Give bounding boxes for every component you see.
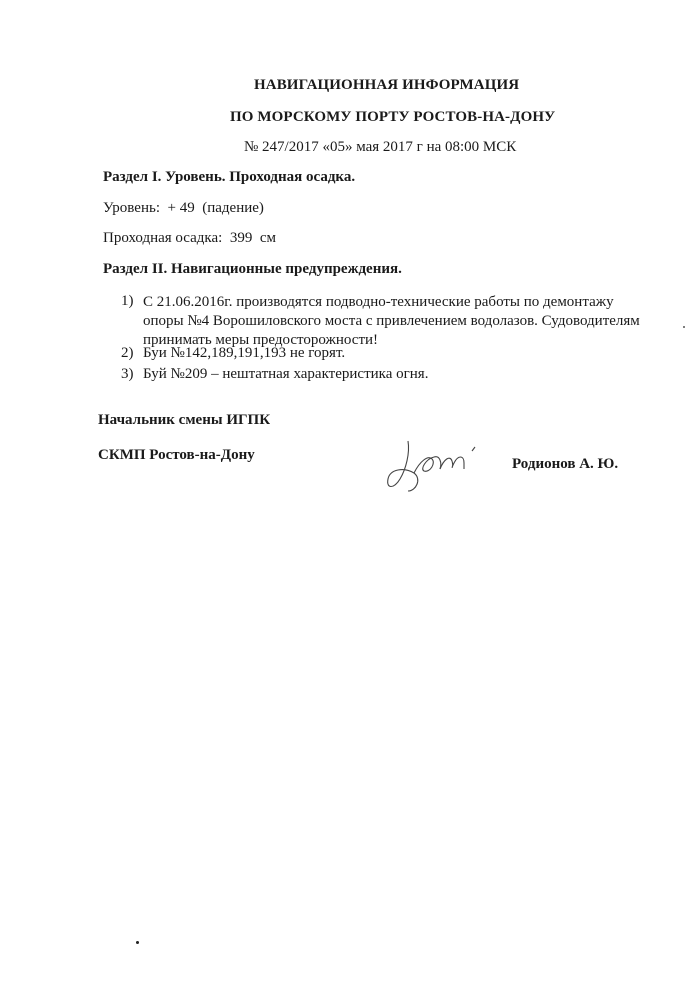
list-item-number: 1) — [121, 293, 134, 309]
list-item-text: Буй №209 – нештатная характеристика огня. — [143, 366, 429, 382]
level-row — [103, 200, 264, 217]
draft-unit: см — [259, 230, 276, 246]
signatory-name: Родионов А. Ю. — [512, 456, 619, 472]
list-item-number: 2) — [121, 345, 134, 361]
signatory-organization: СКМП Ростов-на-Дону — [98, 447, 255, 463]
list-item-text: Буи №142,189,191,193 не горят. — [143, 345, 346, 361]
document-number: № 247/2017 «05» мая 2017 г на 08:00 МСК — [244, 139, 517, 155]
draft-value: 399 — [229, 230, 253, 246]
section-1-heading: Раздел I. Уровень. Проходная осадка. — [103, 169, 356, 185]
handwritten-signature — [380, 433, 510, 503]
list-item-text: С 21.06.2016г. производятся подводно-технические работы по демонтажу опоры №4 Ворошиловского моста с привлечением водолазов. Судоводителям принимать меры предосторожности! — [143, 294, 640, 348]
draft-row — [103, 230, 276, 247]
level-note: (падение) — [202, 200, 264, 216]
draft-label: Проходная осадка: — [103, 230, 223, 246]
signatory-position: Начальник смены ИГПК — [98, 412, 271, 428]
list-item-number: 3) — [121, 366, 134, 382]
title-line-1: НАВИГАЦИОННАЯ ИНФОРМАЦИЯ — [254, 77, 520, 93]
level-value: + 49 — [167, 200, 195, 216]
scan-speck — [683, 326, 685, 328]
section-2-heading: Раздел II. Навигационные предупреждения. — [103, 261, 402, 277]
scan-speck — [136, 941, 139, 944]
level-label: Уровень: — [103, 200, 160, 216]
title-line-2: ПО МОРСКОМУ ПОРТУ РОСТОВ-НА-ДОНУ — [230, 109, 556, 125]
